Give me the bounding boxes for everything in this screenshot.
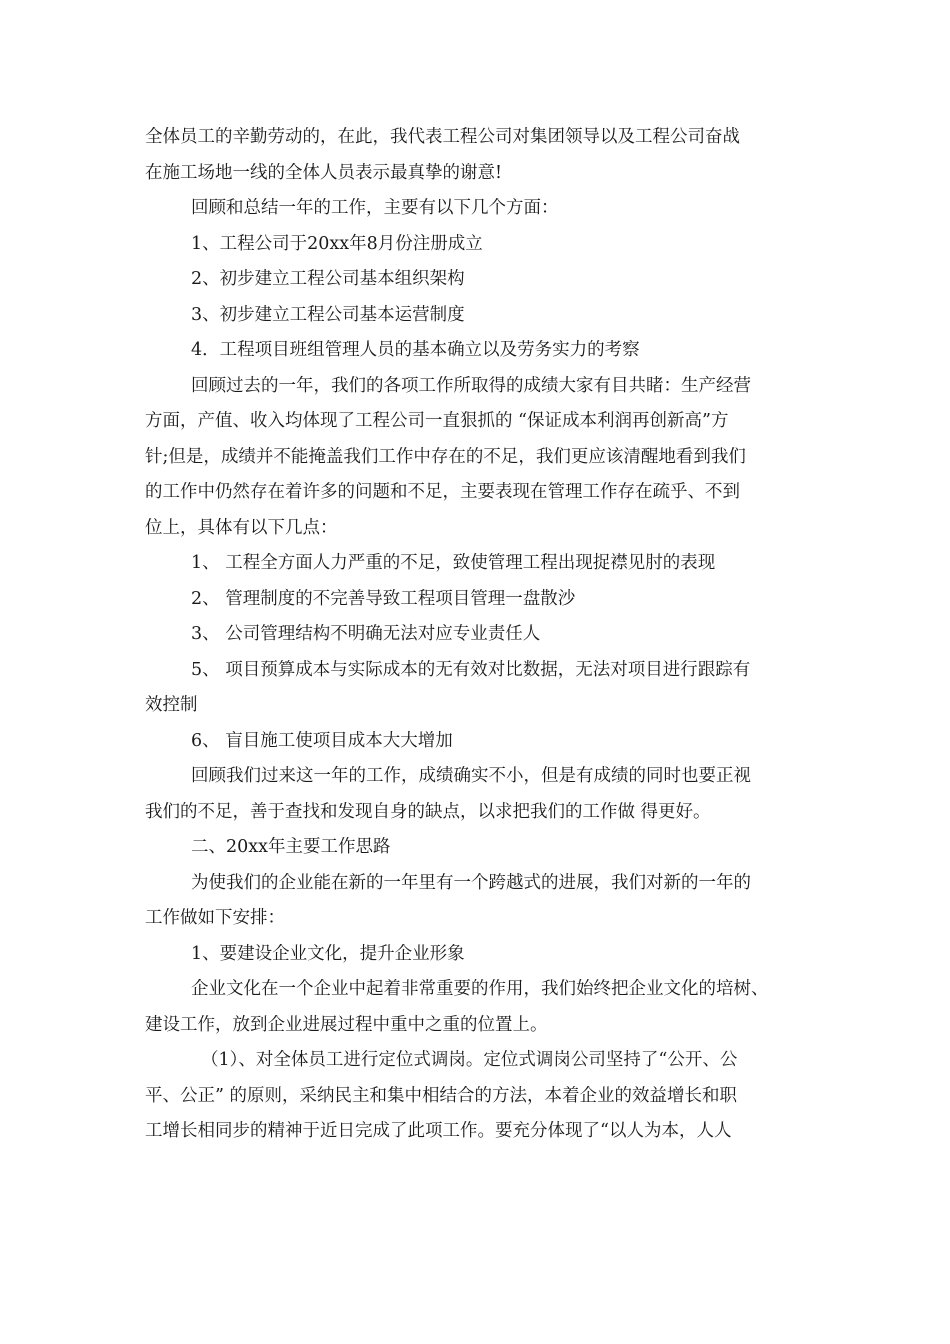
- text-line: 4．工程项目班组管理人员的基本确立以及劳务实力的考察: [191, 340, 640, 360]
- text-line: 1、工程公司于20xx年8月份注册成立: [191, 233, 483, 254]
- text-line: 2、 管理制度的不完善导致工程项目管理一盘散沙: [191, 588, 576, 609]
- text-line: 我们的不足，善于查找和发现自身的缺点，以求把我们的工作做 得更好。: [145, 801, 711, 822]
- text-line: 3、 公司管理结构不明确无法对应专业责任人: [191, 624, 541, 644]
- text-line: 为使我们的企业能在新的一年里有一个跨越式的进展，我们对新的一年的: [191, 872, 751, 893]
- document-body: [145, 120, 815, 1150]
- text-line: 效控制: [145, 695, 198, 715]
- text-line: 回顾我们过来这一年的工作，成绩确实不小，但是有成绩的同时也要正视: [191, 766, 751, 786]
- text-line: 针;但是，成绩并不能掩盖我们工作中存在的不足，我们更应该清醒地看到我们: [145, 446, 746, 467]
- text-line: 的工作中仍然存在着许多的问题和不足，主要表现在管理工作存在疏乎、不到: [145, 482, 740, 502]
- text-line: 1、要建设企业文化，提升企业形象: [191, 943, 465, 964]
- text-line: 平、公正” 的原则，采纳民主和集中相结合的方法，本着企业的效益增长和职: [145, 1085, 738, 1106]
- text-line: 二、20xx年主要工作思路: [191, 837, 391, 857]
- text-line: 企业文化在一个企业中起着非常重要的作用，我们始终把企业文化的培树、: [191, 979, 769, 999]
- text-line: （1）、对全体员工进行定位式调岗。定位式调岗公司坚持了“公开、公: [201, 1050, 738, 1070]
- text-line: 3、初步建立工程公司基本运营制度: [191, 304, 465, 325]
- text-line: 在施工场地一线的全体人员表示最真挚的谢意!: [145, 162, 503, 183]
- text-line: 1、 工程全方面人力严重的不足，致使管理工程出现捉襟见肘的表现: [191, 553, 716, 573]
- text-line: 工增长相同步的精神于近日完成了此项工作。要充分体现了“以人为本，人人: [145, 1121, 732, 1141]
- text-line: 回顾过去的一年，我们的各项工作所取得的成绩大家有目共睹：生产经营: [191, 375, 751, 396]
- text-line: 6、 盲目施工使项目成本大大增加: [191, 730, 453, 751]
- text-line: 工作做如下安排：: [145, 908, 285, 928]
- text-line: 建设工作，放到企业进展过程中重中之重的位置上。: [145, 1014, 548, 1035]
- text-line: 2、初步建立工程公司基本组织架构: [191, 269, 465, 289]
- text-line: 方面，产值、收入均体现了工程公司一直狠抓的 “保证成本利润再创新高”方: [145, 411, 729, 431]
- text-line: 全体员工的辛勤劳动的，在此，我代表工程公司对集团领导以及工程公司奋战: [145, 127, 740, 147]
- text-line: 位上，具体有以下几点：: [145, 517, 338, 538]
- text-line: 回顾和总结一年的工作，主要有以下几个方面：: [191, 198, 559, 218]
- text-line: 5、 项目预算成本与实际成本的无有效对比数据，无法对项目进行跟踪有: [191, 659, 751, 680]
